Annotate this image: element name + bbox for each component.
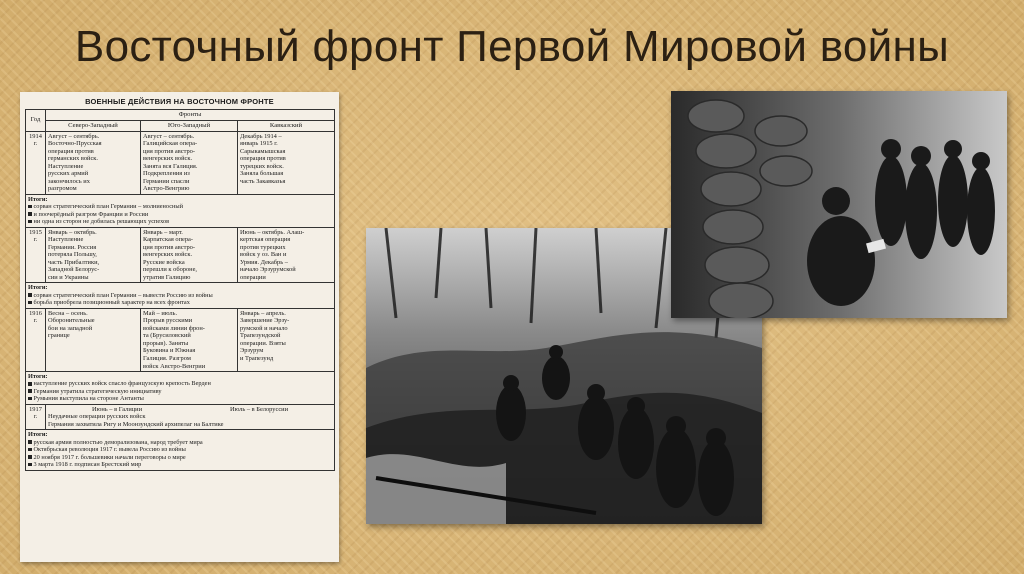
- cell-line: Сарыкамышская: [240, 147, 286, 155]
- cell-line: турецких войск.: [240, 162, 284, 170]
- cell-line: часть Прибалтики,: [48, 258, 100, 266]
- cell-line: операции. Взяты: [240, 339, 286, 347]
- cell-line: начало Эрзурумской: [240, 266, 296, 274]
- results-cell: [26, 430, 335, 470]
- result-item: [28, 380, 332, 387]
- cell-line: Германия захватила Ригу и Моонзундский архипелаг на Балтике: [48, 420, 224, 428]
- result-text: наступление русских войск спасло французскую крепость Верден: [33, 380, 211, 388]
- year-cell: 1915 г.: [26, 227, 46, 283]
- year-row: [26, 404, 335, 430]
- cell-line: прорыв). Заняты: [143, 339, 189, 347]
- cell-line: Наступление: [48, 162, 84, 170]
- cell-line: Галицийская опера-: [143, 140, 198, 148]
- cell-line: Карпатская опера-: [143, 236, 194, 244]
- result-item: [28, 292, 332, 299]
- cell-line: закончилось их: [48, 177, 90, 185]
- bullet-square-icon: [28, 212, 32, 216]
- front-cell-cauc: [238, 131, 335, 194]
- results-row: [26, 430, 335, 470]
- result-text: и поочерёдный разгром Франции и России: [33, 210, 149, 218]
- cell-line: Неудачные операции русских войск: [48, 413, 146, 421]
- cell-line: сии и Украины: [48, 273, 89, 281]
- result-text: русская армия полностью деморализована, народ требует мира: [33, 438, 203, 446]
- year-row: [26, 131, 335, 194]
- cell-line: венгерских войск.: [143, 155, 193, 163]
- result-item: [28, 454, 332, 461]
- slide-title: Восточный фронт Первой Мировой войны: [74, 22, 950, 71]
- cell-line: Заняла большая: [240, 170, 284, 178]
- col-fronts-header: Фронты: [46, 110, 335, 121]
- front-cell-nw: [46, 131, 141, 194]
- cell-line: январь 1915 г.: [240, 140, 278, 148]
- result-item: [28, 461, 332, 468]
- cell-line: операции: [240, 273, 266, 281]
- cell-line: войсками линии фрон-: [143, 324, 205, 332]
- cell-line: Весна – осень.: [48, 309, 88, 317]
- result-text: Октябрьская революция 1917 г. вывела Россию из войны: [33, 446, 186, 454]
- cell-line: Восточно-Прусская: [48, 140, 102, 148]
- result-item: [28, 439, 332, 446]
- bullet-square-icon: [28, 220, 32, 224]
- result-item: [28, 218, 332, 225]
- result-item: [28, 211, 332, 218]
- front-cell-sw: [141, 131, 238, 194]
- year-cell: 1917 г.: [26, 404, 46, 430]
- result-item: [28, 203, 332, 210]
- cell-line: ция против австро-: [143, 243, 195, 251]
- cell-line: кертская операция: [240, 236, 291, 244]
- cell-line: Завершение Эрзу-: [240, 317, 290, 325]
- cell-line: Декабрь 1914 –: [240, 132, 282, 140]
- result-item: [28, 446, 332, 453]
- cell-line: Урмия. Декабрь –: [240, 258, 288, 266]
- cell-line: против турецких: [240, 243, 286, 251]
- cell-line: границе: [48, 332, 70, 340]
- bullet-square-icon: [28, 455, 32, 459]
- cell-line: Русские войска: [143, 258, 185, 266]
- cell-line: та (Брусиловский: [143, 332, 191, 340]
- result-text: Румыния выступила на стороне Антанты: [33, 395, 144, 403]
- bullet-square-icon: [28, 397, 32, 401]
- table-heading: ВОЕННЫЕ ДЕЙСТВИЯ НА ВОСТОЧНОМ ФРОНТЕ: [85, 97, 274, 106]
- front-cell-cauc: [238, 227, 335, 283]
- cell-line: Трапезундской: [240, 332, 281, 340]
- cell-line: русских армий: [48, 170, 89, 178]
- year-row: [26, 227, 335, 283]
- front-cell-1917: [46, 404, 335, 430]
- cell-line: операция против: [240, 155, 286, 163]
- bullet-square-icon: [28, 293, 32, 297]
- cell-line: разгромом: [48, 185, 77, 193]
- cell-line: Июнь – в Галиции: [91, 405, 142, 413]
- cell-line: Германии. Россия: [48, 243, 97, 251]
- bullet-square-icon: [28, 382, 32, 386]
- war-table: [25, 109, 335, 471]
- result-text: Германия утратила стратегическую инициативу: [33, 387, 162, 395]
- cell-line: венгерских войск.: [143, 251, 193, 259]
- cell-line: Германии спасли: [143, 177, 190, 185]
- year-cell: 1916 г.: [26, 308, 46, 371]
- cell-line: Буковина и Южная: [143, 347, 196, 355]
- cell-line: Август – сентябрь.: [48, 132, 100, 140]
- cell-line: Июль – в Белоруссии: [229, 405, 289, 413]
- front-cell-nw: [46, 308, 141, 371]
- year-cell: 1914 г.: [26, 131, 46, 194]
- front-cell-sw: [141, 227, 238, 283]
- cell-line: Май – июль.: [143, 309, 178, 317]
- results-cell: [26, 372, 335, 405]
- cell-line: Август – сентябрь.: [143, 132, 195, 140]
- cell-line: румской и начало: [240, 324, 288, 332]
- soldiers-photo: [671, 91, 1007, 318]
- cell-line: Январь – апрель.: [240, 309, 286, 317]
- result-text: сорван стратегический план Германии – вывести Россию из войны: [33, 291, 213, 299]
- cell-line: Эрзурум: [240, 347, 264, 355]
- front-cell-cauc: [238, 308, 335, 371]
- cell-line: Январь – март.: [143, 228, 183, 236]
- cell-line: утратив Галицию: [143, 273, 191, 281]
- cell-line: бои на западной: [48, 324, 93, 332]
- cell-line: Австро-Венгрию: [143, 185, 190, 193]
- cell-line: войск у оз. Ван и: [240, 251, 287, 259]
- cell-line: и Трапезунд: [240, 354, 274, 362]
- military-actions-table: [20, 92, 339, 562]
- results-title: Итоги:: [28, 195, 48, 203]
- results-title: Итоги:: [28, 431, 48, 439]
- bullet-square-icon: [28, 301, 32, 305]
- front-header-sw: Юго-Западный: [141, 120, 238, 131]
- result-item: [28, 395, 332, 402]
- year-row: [26, 308, 335, 371]
- results-row: [26, 194, 335, 227]
- results-cell: [26, 194, 335, 227]
- col-year-header: Год: [26, 110, 46, 132]
- cell-line: Галиция. Разгром: [143, 354, 191, 362]
- cell-line: перешли к обороне,: [143, 266, 198, 274]
- bullet-square-icon: [28, 389, 32, 393]
- results-title: Итоги:: [28, 284, 48, 292]
- cell-line: часть Закавказья: [240, 177, 286, 185]
- cell-line: войск Австро-Венгрии: [143, 362, 206, 370]
- cell-line: Наступление: [48, 236, 84, 244]
- cell-line: потеряла Польшу,: [48, 251, 97, 259]
- results-title: Итоги:: [28, 373, 48, 381]
- results-cell: [26, 283, 335, 308]
- front-cell-sw: [141, 308, 238, 371]
- result-text: 20 ноября 1917 г. большевики начали переговоры о мире: [33, 453, 186, 461]
- cell-line: операция против: [48, 147, 94, 155]
- bullet-square-icon: [28, 440, 32, 444]
- result-item: [28, 299, 332, 306]
- results-row: [26, 283, 335, 308]
- cell-line: Подкрепления из: [143, 170, 190, 178]
- cell-line: Июнь – октябрь. Алаш-: [240, 228, 305, 236]
- cell-line: Западной Белорус-: [48, 266, 100, 274]
- cell-line: Январь – октябрь.: [48, 228, 97, 236]
- front-header-nw: Северо-Западный: [46, 120, 141, 131]
- front-cell-nw: [46, 227, 141, 283]
- cell-line: германских войск.: [48, 155, 99, 163]
- cell-line: Прорыв русскими: [143, 317, 193, 325]
- result-text: сорван стратегический план Германии – молниеносный: [33, 203, 183, 211]
- front-header-cauc: Кавказский: [238, 120, 335, 131]
- result-text: 3 марта 1918 г. подписан Брестский мир: [33, 461, 142, 469]
- result-text: борьба приобрела позиционный характер на всех фронтах: [33, 299, 190, 307]
- bullet-square-icon: [28, 205, 32, 209]
- cell-line: ция против австро-: [143, 147, 195, 155]
- result-text: ни одна из сторон не добилась решающих успехов: [33, 218, 170, 226]
- bullet-square-icon: [28, 463, 32, 467]
- results-row: [26, 372, 335, 405]
- cell-line: Оборонительные: [48, 317, 95, 325]
- cell-line: Занята вся Галиция.: [143, 162, 198, 170]
- result-item: [28, 388, 332, 395]
- bullet-square-icon: [28, 448, 32, 452]
